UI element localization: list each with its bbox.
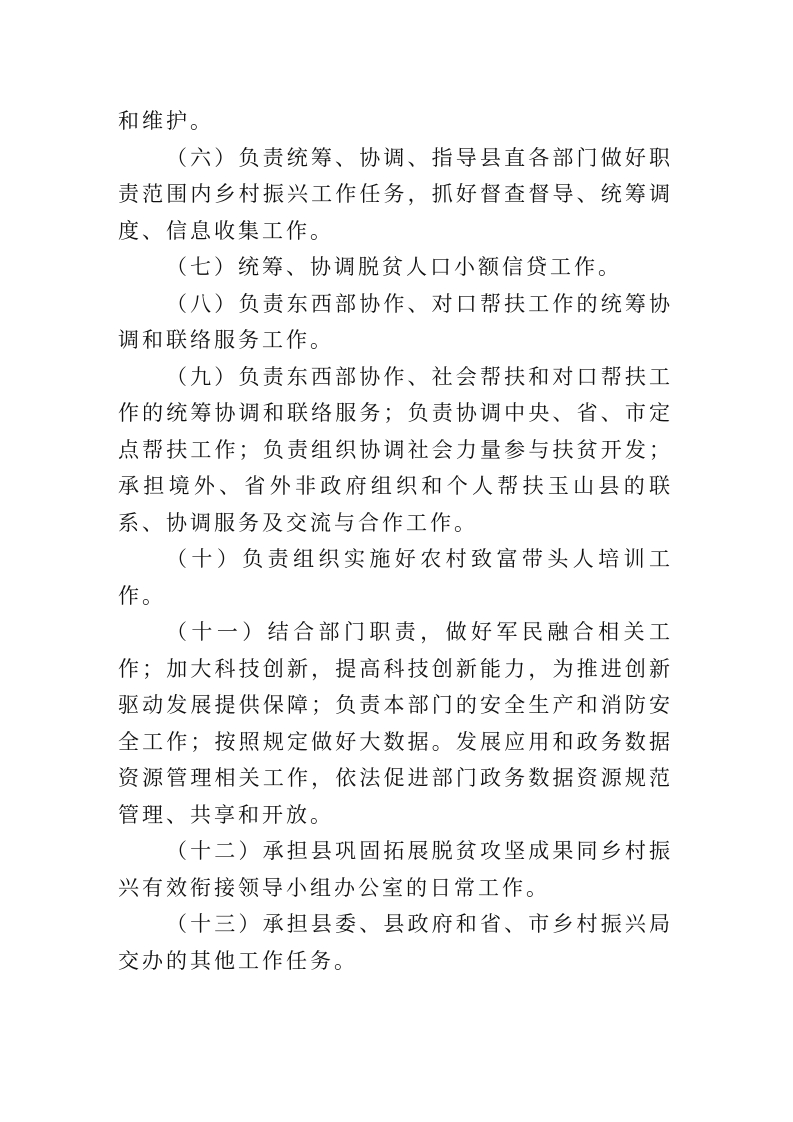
paragraph-item-10: （十）负责组织实施好农村致富带头人培训工作。: [118, 547, 673, 608]
paragraph-item-12: （十二）承担县巩固拓展脱贫攻坚成果同乡村振兴有效衔接领导小组办公室的日常工作。: [118, 839, 673, 900]
paragraph-item-7: （七）统筹、协调脱贫人口小额信贷工作。: [166, 255, 622, 279]
paragraph-item-6: （六）负责统筹、协调、指导县直各部门做好职责范围内乡村振兴工作任务，抓好督查督导、统筹调度、信息收集工作。: [118, 145, 673, 243]
paragraph-continuation: 和维护。: [118, 109, 214, 133]
paragraph-item-11: （十一）结合部门职责，做好军民融合相关工作；加大科技创新，提高科技创新能力，为推进创新驱动发展提供保障；负责本部门的安全生产和消防安全工作；按照规定做好大数据。发展应用和政务数据资源管理相关工作，依法促进部门政务数据资源规范管理、共享和开放。: [118, 620, 673, 827]
document-body: [118, 103, 673, 979]
paragraph-item-9: （九）负责东西部协作、社会帮扶和对口帮扶工作的统筹协调和联络服务；负责协调中央、省、市定点帮扶工作；负责组织协调社会力量参与扶贫开发；承担境外、省外非政府组织和个人帮扶玉山县的联系、协调服务及交流与合作工作。: [118, 364, 673, 535]
paragraph-item-13: （十三）承担县委、县政府和省、市乡村振兴局交办的其他工作任务。: [118, 912, 673, 973]
paragraph-item-8: （八）负责东西部协作、对口帮扶工作的统筹协调和联络服务工作。: [118, 291, 673, 352]
